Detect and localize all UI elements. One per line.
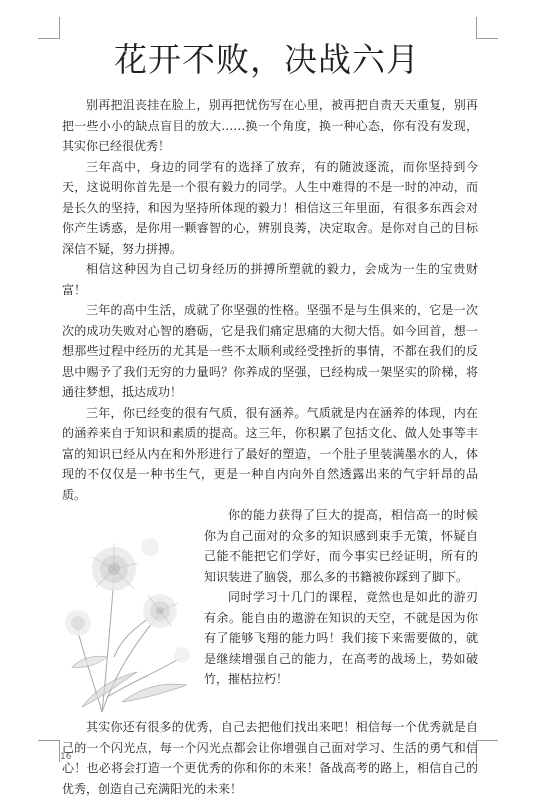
page-number: 16 bbox=[60, 752, 72, 762]
paragraph-2: 三年高中，身边的同学有的选择了放弃，有的随波逐流，而你坚持到今天，这说明你首先是一个很有毅力的同学。人生中难得的不是一时的冲动，而是长久的坚持，和因为坚持所体现的毅力！相信这三年里面，有很多东西会对你产生诱惑，是你用一颗睿智的心，辨别良莠，决定取舍。是你对自己的目标深信不疑，努力拼搏。 bbox=[62, 159, 478, 256]
crop-mark-bottom-left-h bbox=[38, 740, 60, 741]
paragraph-7: 同时学习十几门的课程，竟然也是如此的游刃有余。能自由的遨游在知识的天空，不就是因为你有了能够飞翔的能力吗！我们接下来需要做的，就是继续增强自己的能力，在高考的战场上，势如破竹，摧枯拉朽！ bbox=[204, 590, 478, 686]
paragraph-1: 别再把沮丧挂在脸上，别再把忧伤写在心里，被再把自责天天重复，别再把一些小小的缺点盲目的放大……换一个角度，换一种心态，你有没有发现，其实你已经很优秀！ bbox=[62, 98, 478, 153]
paragraph-8: 其实你还有很多的优秀，自己去把他们找出来吧！相信每一个优秀就是自己的一个闪光点，每一个闪光点都会让你增强自己面对学习、生活的勇气和信心！也必将会打造一个更优秀的你和你的未来！备战高考的路上，相信自己的优秀，创造自己充满阳光的未来！ bbox=[62, 720, 478, 796]
article-body bbox=[62, 95, 478, 799]
paragraph-5: 三年，你已经变的很有气质，很有涵养。气质就是内在涵养的体现，内在的涵养来自于知识和素质的提高。这三年，你积累了包括文化、做人处事等丰富的知识已经从内在和外形进行了最好的塑造，一个肚子里装满墨水的人，体现的不仅仅是一种书生气，更是一种自内向外自然透露出来的气宇轩昂的品质。 bbox=[62, 405, 478, 502]
paragraph-4: 三年的高中生活，成就了你坚强的性格。坚强不是与生俱来的，它是一次次的成功失败对心智的磨砺，它是我们痛定思痛的大彻大悟。如今回首，想一想那些过程中经历的尤其是一些不太顺利或经受挫折的事情，不都在我们的反思中赐予了我们无穷的力量吗？你养成的坚强，已经构成一架坚实的阶梯，将通往梦想，抵达成功！ bbox=[62, 303, 478, 399]
crop-mark-bottom-right-h bbox=[476, 740, 498, 741]
page-title: 花开不败，决战六月 bbox=[114, 40, 420, 79]
dandelion-flower-illustration bbox=[62, 507, 198, 717]
paragraph-3: 相信这种因为自己切身经历的拼搏所塑就的毅力，会成为一生的宝贵财富！ bbox=[62, 262, 478, 297]
paragraph-6: 你的能力获得了巨大的提高，相信高一的时候你为自己面对的众多的知识感到束手无策，怀疑自己能不能把它们学好，而今事实已经证明，所有的知识装进了脑袋，那么多的书籍被你踩到了脚下。 bbox=[204, 508, 478, 584]
